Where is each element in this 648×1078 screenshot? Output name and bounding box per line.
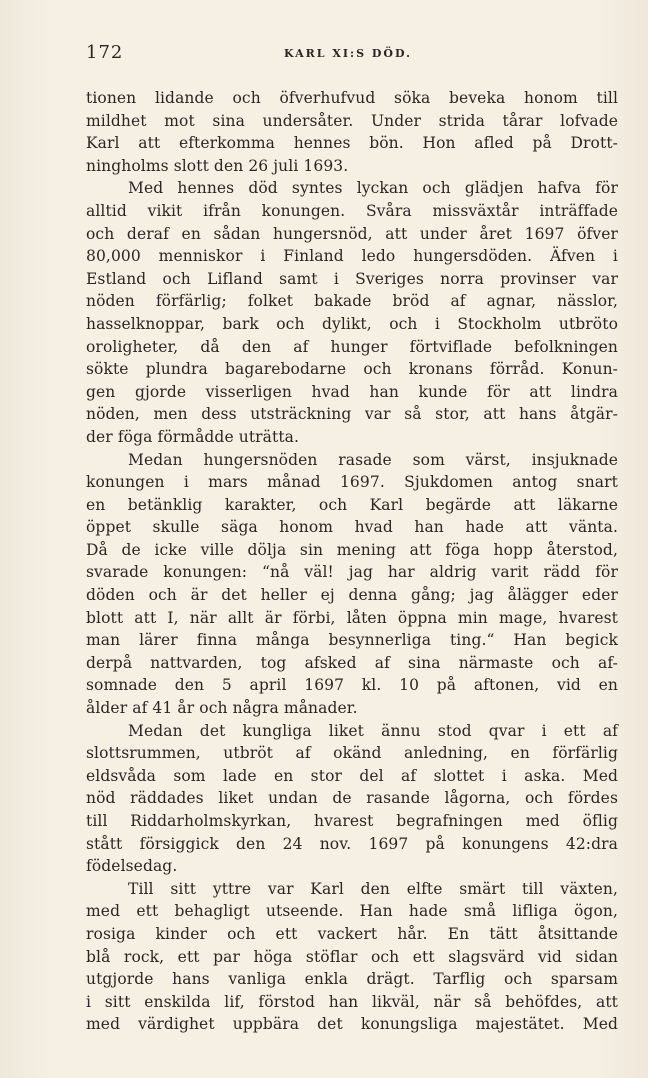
text-line: Medan det kungliga liket ännu stod qvar i ett af (128, 721, 618, 740)
text-line: ålder af 41 år och några månader. (86, 699, 358, 718)
text-line: utgjorde hans vanliga enkla drägt. Tarflig och sparsam (86, 970, 618, 989)
text-line: stått försiggick den 24 nov. 1697 på konungens 42:dra (86, 834, 618, 853)
text-line: 80,000 menniskor i Finland ledo hungersdöden. Äfven i (86, 247, 618, 266)
text-line: eldsvåda som lade en stor del af slottet i aska. Med (86, 766, 618, 785)
text-line: med värdighet uppbära det konungsliga majestätet. Med (86, 1015, 618, 1034)
text-line: der föga förmådde uträtta. (86, 427, 300, 446)
text-line: nöd räddades liket undan de rasande lågorna, och fördes (86, 789, 618, 808)
text-line: födelsedag. (86, 857, 178, 876)
text-line: öppet skulle säga honom hvad han hade att vänta. (86, 518, 618, 537)
text-line: och deraf en sådan hungersnöd, att under året 1697 öfver (86, 224, 618, 243)
page-number: 172 (86, 42, 124, 63)
body-text (86, 87, 618, 1036)
text-line: en betänklig karakter, och Karl begärde att läkarne (86, 495, 618, 514)
text-line: hasselknoppar, bark och dylikt, och i Stockholm utbröto (86, 314, 618, 333)
text-line: Med hennes död syntes lyckan och glädjen hafva för (128, 179, 618, 198)
text-line: Estland och Lifland samt i Sveriges norra provinser var (86, 269, 618, 288)
text-line: till Riddarholmskyrkan, hvarest begrafningen med öflig (86, 812, 618, 830)
text-line: somnade den 5 april 1697 kl. 10 på aftonen, vid en (86, 676, 618, 695)
text-line: derpå nattvarden, tog afsked af sina närmaste och af- (86, 653, 618, 672)
text-line: man lärer finna många besynnerliga ting.“ Han begick (86, 631, 618, 650)
page-header (86, 42, 616, 66)
text-line: i sitt enskilda lif, förstod han likväl, när så behöfdes, att (86, 992, 618, 1011)
text-line: döden och är det heller ej denna gång; jag ålägger eder (86, 586, 618, 605)
text-line: alltid vikit ifrån konungen. Svåra missväxtår inträffade (86, 201, 618, 220)
text-line: Till sitt yttre var Karl den elfte smärt till växten, (128, 879, 618, 898)
text-line: ningholms slott den 26 juli 1693. (86, 156, 349, 175)
text-line: konungen i mars månad 1697. Sjukdomen antog snart (86, 473, 618, 492)
text-line: sökte plundra bagarebodarne och kronans förråd. Konun- (86, 360, 618, 379)
text-line: blott att I, när allt är förbi, låten öppna min mage, hvarest (86, 608, 618, 627)
text-line: gen gjorde visserligen hvad han kunde för att lindra (86, 382, 618, 401)
text-line: Då de icke ville dölja sin mening att föga hopp återstod, (86, 540, 618, 559)
text-line: nöden, men dess utsträckning var så stor, att hans åtgär- (86, 405, 618, 424)
text-line: Karl att efterkomma hennes bön. Hon afled på Drott- (86, 134, 618, 153)
text-line: svarade konungen: “nå väl! jag har aldrig varit rädd för (86, 563, 618, 582)
text-line: nöden förfärlig; folket bakade bröd af agnar, nässlor, (86, 292, 618, 311)
running-head: KARL XI:S DÖD. (284, 47, 412, 60)
text-line: tionen lidande och öfverhufvud söka beveka honom till (86, 89, 618, 107)
text-line: rosiga kinder och ett vackert hår. En tätt åtsittande (86, 924, 618, 943)
text-line: Medan hungersnöden rasade som värst, insjuknade (128, 450, 618, 469)
text-line: oroligheter, då den af hunger förtviflade befolkningen (86, 337, 618, 356)
text-line: slottsrummen, utbröt af okänd anledning, en förfärlig (86, 744, 618, 763)
text-line: blå rock, ett par höga stöflar och ett slagsvärd vid sidan (86, 947, 618, 966)
text-line: mildhet mot sina undersåter. Under strida tårar lofvade (86, 111, 618, 130)
text-line: med ett behagligt utseende. Han hade små lifliga ögon, (86, 902, 618, 921)
